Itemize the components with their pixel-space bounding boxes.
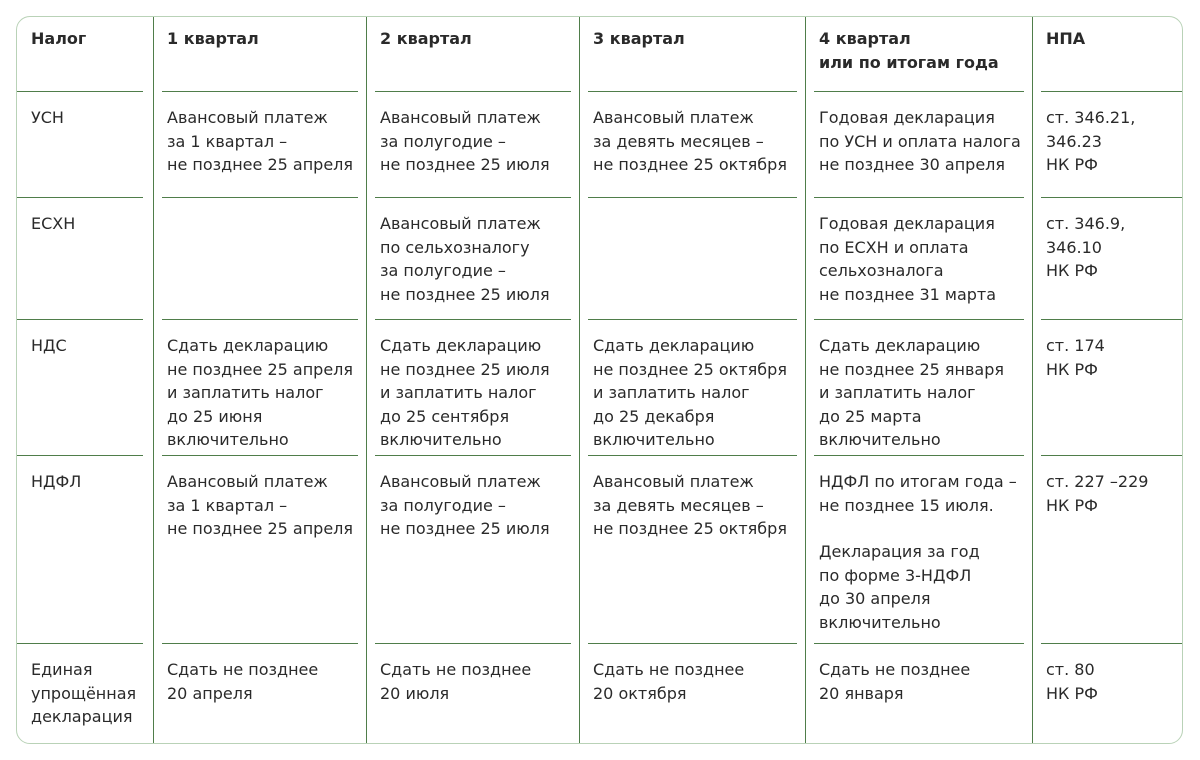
table-cell-quarter-4: [805, 456, 1032, 644]
table-cell-legal-act: [1032, 92, 1183, 198]
cell-text: ЕСХН: [31, 214, 76, 233]
cell-text: ст. 346.21,: [1046, 108, 1136, 127]
cell-text: НДС: [31, 336, 67, 355]
cell-text: Авансовый платеж: [167, 472, 328, 491]
cell-text: Авансовый платеж: [380, 472, 541, 491]
cell-text: не позднее 25 июля: [380, 359, 550, 379]
cell-text: не позднее 25 апреля: [167, 519, 354, 538]
cell-text: не позднее 25 октября: [593, 519, 787, 538]
cell-text: 20 октября: [593, 683, 687, 703]
cell-text: включительно: [167, 430, 289, 449]
table-cell-quarter-3: [579, 92, 805, 198]
cell-text: 346.23: [1046, 131, 1102, 151]
cell-text: Сдать не позднее: [593, 660, 745, 679]
table-cell-tax: [17, 198, 153, 320]
table-cell-quarter-2: [366, 644, 579, 744]
cell-text: и заплатить налог: [819, 383, 976, 402]
table-cell-quarter-3: [579, 320, 805, 456]
table-cell-quarter-4: [805, 92, 1032, 198]
header-text: 2 квартал: [380, 29, 472, 48]
cell-text: Сдать декларацию: [593, 336, 755, 355]
table-cell-quarter-1: [153, 92, 366, 198]
cell-text: не позднее 30 апреля: [819, 155, 1006, 174]
cell-text: Авансовый платеж: [167, 108, 328, 127]
header-tax: [17, 17, 153, 92]
cell-text: не позднее 31 марта: [819, 284, 997, 304]
header-text: 4 квартал: [819, 29, 911, 48]
cell-text: и заплатить налог: [380, 383, 537, 402]
table-cell-tax: [17, 320, 153, 456]
cell-text: до 25 июня: [167, 406, 263, 426]
header-text: Налог: [31, 29, 87, 48]
header-legal-act: [1032, 17, 1183, 92]
cell-text: по УСН и оплата налога: [819, 131, 1021, 151]
cell-text: НК РФ: [1046, 359, 1098, 379]
cell-text: упрощённая: [31, 683, 137, 703]
cell-text: включительно: [593, 430, 715, 449]
cell-text: и заплатить налог: [167, 383, 324, 402]
cell-text: по ЕСХН и оплата: [819, 237, 969, 257]
table-cell-legal-act: [1032, 198, 1183, 320]
cell-text: за полугодие –: [380, 495, 506, 515]
table-cell-legal-act: [1032, 320, 1183, 456]
table-cell-quarter-1: [153, 320, 366, 456]
cell-text: не позднее 25 января: [819, 359, 1004, 379]
header-text: или по итогам года: [819, 52, 999, 72]
table-cell-quarter-1: [153, 644, 366, 744]
header-quarter-4: [805, 17, 1032, 92]
cell-text: до 25 сентября: [380, 406, 510, 426]
header-text: 3 квартал: [593, 29, 685, 48]
cell-text: Единая: [31, 660, 93, 679]
header-quarter-1: [153, 17, 366, 92]
cell-text: 346.10: [1046, 237, 1102, 257]
table-cell-quarter-2: [366, 92, 579, 198]
cell-text: за полугодие –: [380, 131, 506, 151]
header-quarter-3: [579, 17, 805, 92]
cell-text: Сдать не позднее: [167, 660, 319, 679]
cell-text: за девять месяцев –: [593, 495, 764, 515]
cell-text: Годовая декларация: [819, 108, 995, 127]
cell-text: НК РФ: [1046, 495, 1098, 515]
cell-text: Авансовый платеж: [593, 108, 754, 127]
cell-text: 20 апреля: [167, 683, 253, 703]
cell-text: за 1 квартал –: [167, 131, 288, 151]
cell-text: УСН: [31, 108, 64, 127]
cell-text: НК РФ: [1046, 261, 1098, 280]
cell-text: Сдать не позднее: [819, 660, 971, 679]
cell-text: не позднее 25 апреля: [167, 359, 354, 379]
cell-text: сельхозналога: [819, 261, 944, 280]
cell-text: Декларация за год: [819, 542, 980, 561]
cell-text: НДФЛ: [31, 472, 82, 491]
cell-text: НК РФ: [1046, 683, 1098, 703]
cell-text: не позднее 25 апреля: [167, 155, 354, 174]
cell-text: включительно: [380, 430, 502, 449]
cell-text: не позднее 25 июля: [380, 519, 550, 538]
cell-text: до 30 апреля: [819, 589, 931, 608]
header-text: НПА: [1046, 29, 1086, 48]
cell-text: за девять месяцев –: [593, 131, 764, 151]
cell-text: Сдать декларацию: [380, 336, 542, 355]
cell-text: ст. 174: [1046, 336, 1105, 355]
cell-text: 20 января: [819, 683, 904, 703]
cell-text: не позднее 25 октября: [593, 359, 787, 379]
cell-text: не позднее 15 июля.: [819, 495, 994, 515]
cell-text: включительно: [819, 612, 941, 632]
cell-text: не позднее 25 июля: [380, 155, 550, 174]
cell-text: Авансовый платеж: [380, 108, 541, 127]
table-cell-quarter-3: [579, 456, 805, 644]
cell-text: не позднее 25 июля: [380, 284, 550, 304]
cell-text: и заплатить налог: [593, 383, 750, 402]
cell-text: Авансовый платеж: [593, 472, 754, 491]
cell-text: Сдать декларацию: [167, 336, 329, 355]
table-cell-quarter-1: [153, 198, 366, 320]
cell-text: ст. 227 –229: [1046, 472, 1149, 491]
header-text: 1 квартал: [167, 29, 259, 48]
cell-text: за 1 квартал –: [167, 495, 288, 515]
cell-text: включительно: [819, 430, 941, 449]
table-cell-quarter-2: [366, 456, 579, 644]
table-cell-legal-act: [1032, 644, 1183, 744]
cell-text: за полугодие –: [380, 261, 506, 280]
table-cell-quarter-2: [366, 198, 579, 320]
cell-text: по сельхозналогу: [380, 237, 530, 257]
table-cell-tax: [17, 456, 153, 644]
cell-text: ст. 346.9,: [1046, 214, 1126, 233]
header-quarter-2: [366, 17, 579, 92]
cell-text: не позднее 25 октября: [593, 155, 787, 174]
table-cell-quarter-4: [805, 198, 1032, 320]
cell-text: [819, 517, 1032, 540]
cell-text: Авансовый платеж: [380, 214, 541, 233]
cell-text: по форме 3-НДФЛ: [819, 565, 972, 585]
cell-text: до 25 декабря: [593, 406, 715, 426]
cell-text: НК РФ: [1046, 155, 1098, 174]
table-cell-quarter-2: [366, 320, 579, 456]
table-cell-tax: [17, 92, 153, 198]
table-cell-quarter-3: [579, 198, 805, 320]
table-cell-quarter-4: [805, 320, 1032, 456]
cell-text: до 25 марта: [819, 406, 922, 426]
cell-text: ст. 80: [1046, 660, 1095, 679]
table-cell-quarter-3: [579, 644, 805, 744]
cell-text: 20 июля: [380, 683, 450, 703]
cell-text: НДФЛ по итогам года –: [819, 472, 1017, 491]
table-cell-tax: [17, 644, 153, 744]
table-cell-quarter-1: [153, 456, 366, 644]
table-cell-quarter-4: [805, 644, 1032, 744]
table-grid: [17, 17, 1183, 744]
cell-text: Годовая декларация: [819, 214, 995, 233]
table-cell-legal-act: [1032, 456, 1183, 644]
cell-text: Сдать не позднее: [380, 660, 532, 679]
cell-text: декларация: [31, 707, 133, 726]
cell-text: Сдать декларацию: [819, 336, 981, 355]
tax-deadlines-table: [16, 16, 1183, 744]
